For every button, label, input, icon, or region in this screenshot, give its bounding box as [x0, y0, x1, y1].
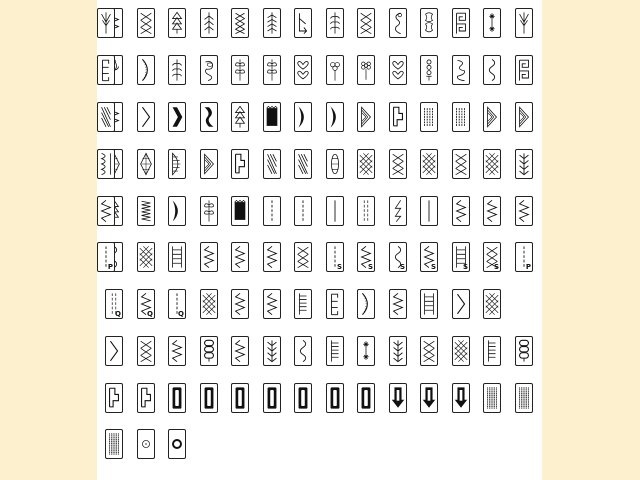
flower-pattern-icon: [358, 56, 374, 84]
bartack-pattern-icon: [484, 384, 500, 412]
double-zigzag-pattern-icon: [232, 9, 248, 37]
zigzag-pattern-icon: [453, 197, 469, 225]
fishbone-pattern-icon: [516, 150, 532, 178]
leaf-pattern-icon: [201, 197, 217, 225]
buttonhole-pattern-icon: [169, 384, 185, 412]
loop-pattern-icon: [516, 337, 532, 365]
stitch-tile-67[interactable]: [294, 196, 312, 226]
stitch-tile-32[interactable]: [137, 102, 155, 132]
stitch-tile-11[interactable]: [420, 8, 438, 38]
stitch-tile-49[interactable]: [200, 149, 218, 179]
stitch-tile-74[interactable]: [515, 196, 533, 226]
straight-stitch-pattern-icon: [295, 197, 311, 225]
stitch-tile-27[interactable]: [452, 55, 470, 85]
stitch-tile-14[interactable]: [515, 8, 533, 38]
stitch-tile-119[interactable]: [137, 383, 155, 413]
tree-pattern-icon: [232, 103, 248, 131]
zigzag-pattern-icon: [484, 197, 500, 225]
heart-pattern-icon: [295, 56, 311, 84]
stitch-tile-110[interactable]: [294, 336, 312, 366]
cross-stitch-pattern-icon: [295, 243, 311, 271]
stitch-tile-28[interactable]: [483, 55, 501, 85]
heart-pattern-icon: [390, 56, 406, 84]
zigzag-pattern-icon: [98, 197, 114, 225]
stitch-tile-125[interactable]: [326, 383, 344, 413]
herringbone-pattern-icon: [264, 9, 280, 37]
stitch-tile-62[interactable]: [137, 196, 155, 226]
stitch-tile-122[interactable]: [231, 383, 249, 413]
stitch-tile-111[interactable]: [326, 336, 344, 366]
stitch-variant-label: P: [107, 263, 113, 271]
stitch-tile-99[interactable]: [357, 289, 375, 319]
stitch-variant-label: S: [399, 263, 405, 271]
stitch-tile-82[interactable]: [294, 242, 312, 272]
crescent-pattern-icon: [169, 197, 185, 225]
stitch-tile-3[interactable]: [168, 8, 186, 38]
bracket-pattern-icon: [98, 56, 114, 84]
zigzag-pattern-icon: [232, 337, 248, 365]
straight-stitch-pattern-icon: [421, 197, 437, 225]
stitch-tile-90[interactable]: [97, 242, 115, 272]
stitch-tile-5[interactable]: [231, 8, 249, 38]
scallop-pattern-icon: [98, 150, 114, 178]
leaf-pattern-icon: [232, 56, 248, 84]
stitch-tile-18[interactable]: [168, 55, 186, 85]
stitch-variant-label: Q: [147, 310, 153, 318]
stitch-tile-6[interactable]: [263, 8, 281, 38]
diagonal-satin-pattern-icon: [295, 150, 311, 178]
cross-stitch-pattern-icon: [138, 9, 154, 37]
stitch-tile-71[interactable]: [420, 196, 438, 226]
straight-stitch-pattern-icon: [327, 197, 343, 225]
satin-block-pattern-icon: [232, 197, 248, 225]
stitch-tile-56[interactable]: [420, 149, 438, 179]
greek-key-pattern-icon: [453, 9, 469, 37]
cross-stitch-pattern-icon: [390, 150, 406, 178]
stitch-tile-40[interactable]: [389, 102, 407, 132]
eyelet-pattern-icon: [138, 430, 154, 458]
stitch-tile-37[interactable]: [294, 102, 312, 132]
zigzag-pattern-icon: [232, 243, 248, 271]
stitch-tile-93[interactable]: [168, 289, 186, 319]
stitch-tile-38[interactable]: [326, 102, 344, 132]
stitch-tile-94[interactable]: [200, 289, 218, 319]
wave-loop-pattern-icon: [484, 56, 500, 84]
keyhole-buttonhole-pattern-icon: [390, 384, 406, 412]
stitch-tile-68[interactable]: [326, 196, 344, 226]
stitch-tile-10[interactable]: [389, 8, 407, 38]
stitch-tile-126[interactable]: [357, 383, 375, 413]
tree-triangles-pattern-icon: [169, 9, 185, 37]
stitch-tile-112[interactable]: [357, 336, 375, 366]
stitch-tile-77[interactable]: [137, 242, 155, 272]
stitch-tile-57[interactable]: [452, 149, 470, 179]
crosshatch-pattern-icon: [484, 290, 500, 318]
stitch-tile-121[interactable]: [200, 383, 218, 413]
fishbone-pattern-icon: [390, 337, 406, 365]
zigzag-pattern-icon: [264, 290, 280, 318]
swirl-leaf-pattern-icon: [201, 56, 217, 84]
chevron-pattern-icon: [138, 103, 154, 131]
stitch-tile-101[interactable]: [420, 289, 438, 319]
leaf-pattern-icon: [264, 56, 280, 84]
fishbone-pattern-icon: [264, 337, 280, 365]
cross-stitch-pattern-icon: [421, 337, 437, 365]
star-pattern-icon: [358, 337, 374, 365]
arc-scallop-pattern-icon: [138, 56, 154, 84]
stitch-variant-label: S: [493, 263, 499, 271]
stitch-tile-83[interactable]: [326, 242, 344, 272]
branch-pattern-icon: [516, 9, 532, 37]
triangle-satin-pattern-icon: [484, 103, 500, 131]
fern-pattern-icon: [327, 9, 343, 37]
steps-pattern-icon: [232, 150, 248, 178]
chevron-pattern-icon: [453, 290, 469, 318]
stitch-tile-116[interactable]: [483, 336, 501, 366]
stitch-tile-109[interactable]: [263, 336, 281, 366]
stitch-tile-23[interactable]: [326, 55, 344, 85]
triangle-satin-pattern-icon: [516, 103, 532, 131]
solid-chevron-pattern-icon: [169, 103, 185, 131]
stitch-tile-91[interactable]: [105, 289, 123, 319]
crosshatch-pattern-icon: [484, 150, 500, 178]
stitch-tile-123[interactable]: [263, 383, 281, 413]
stitch-tile-58[interactable]: [483, 149, 501, 179]
zigzag-pattern-icon: [169, 337, 185, 365]
stitch-tile-75[interactable]: [97, 196, 115, 226]
stitch-tile-108[interactable]: [231, 336, 249, 366]
eyelet-pattern-icon: [169, 430, 185, 458]
stitch-tile-130[interactable]: [483, 383, 501, 413]
stitch-tile-2[interactable]: [137, 8, 155, 38]
stitch-tile-129[interactable]: [452, 383, 470, 413]
comb-pattern-icon: [327, 337, 343, 365]
stitch-tile-115[interactable]: [452, 336, 470, 366]
dots-pattern-icon: [421, 56, 437, 84]
cross-stitch-pattern-icon: [453, 150, 469, 178]
stitch-tile-34[interactable]: [200, 102, 218, 132]
triangle-satin-pattern-icon: [201, 150, 217, 178]
stitch-tile-89[interactable]: [515, 242, 533, 272]
half-moon-pattern-icon: [169, 150, 185, 178]
zigzag-pattern-icon: [516, 197, 532, 225]
stitch-tile-59[interactable]: [515, 149, 533, 179]
stitch-tile-9[interactable]: [357, 8, 375, 38]
zigzag-fill-pattern-icon: [138, 197, 154, 225]
stitch-tile-128[interactable]: [420, 383, 438, 413]
stitch-variant-label: S: [430, 263, 436, 271]
diamond-pattern-icon: [138, 150, 154, 178]
stitch-tile-127[interactable]: [389, 383, 407, 413]
comb-pattern-icon: [484, 337, 500, 365]
stitch-tile-52[interactable]: [294, 149, 312, 179]
crescent-pattern-icon: [295, 103, 311, 131]
stitch-tile-4[interactable]: [200, 8, 218, 38]
ladder-pattern-icon: [421, 290, 437, 318]
scroll-pattern-icon: [390, 9, 406, 37]
zigzag-pattern-icon: [232, 290, 248, 318]
cross-stitch-pattern-icon: [138, 337, 154, 365]
stitch-variant-label: S: [336, 263, 342, 271]
zigzag-pattern-icon: [201, 243, 217, 271]
buttonhole-pattern-icon: [358, 384, 374, 412]
stitch-tile-85[interactable]: [389, 242, 407, 272]
stitch-tile-20[interactable]: [231, 55, 249, 85]
stitch-tile-107[interactable]: [200, 336, 218, 366]
stitch-tile-118[interactable]: [105, 383, 123, 413]
stitch-tile-13[interactable]: [483, 8, 501, 38]
stitch-tile-21[interactable]: [263, 55, 281, 85]
stitch-variant-label: Q: [115, 310, 121, 318]
wave-pattern-icon: [295, 337, 311, 365]
stitch-tile-73[interactable]: [483, 196, 501, 226]
stitch-tile-124[interactable]: [294, 383, 312, 413]
crosshatch-pattern-icon: [358, 150, 374, 178]
lightning-pattern-icon: [390, 197, 406, 225]
stitch-tile-64[interactable]: [200, 196, 218, 226]
crosshatch-pattern-icon: [453, 337, 469, 365]
zigzag-pattern-icon: [390, 290, 406, 318]
chevron-pattern-icon: [106, 337, 122, 365]
branch-pattern-icon: [98, 9, 114, 37]
stitch-tile-92[interactable]: [137, 289, 155, 319]
stitch-tile-65[interactable]: [231, 196, 249, 226]
stitch-variant-label: Q: [178, 310, 184, 318]
stitch-tile-97[interactable]: [294, 289, 312, 319]
diagonal-satin-pattern-icon: [264, 150, 280, 178]
stitch-tile-54[interactable]: [357, 149, 375, 179]
stitch-tile-105[interactable]: [137, 336, 155, 366]
stitch-tile-8[interactable]: [326, 8, 344, 38]
stitch-tile-134[interactable]: [168, 429, 186, 459]
stitch-tile-98[interactable]: [326, 289, 344, 319]
zigzag-pattern-icon: [264, 243, 280, 271]
stitch-tile-63[interactable]: [168, 196, 186, 226]
bracket-pattern-icon: [327, 290, 343, 318]
stitch-tile-22[interactable]: [294, 55, 312, 85]
stitch-tile-17[interactable]: [137, 55, 155, 85]
crosshatch-pattern-icon: [201, 290, 217, 318]
bar-pattern-icon: [421, 103, 437, 131]
stitch-tile-88[interactable]: [483, 242, 501, 272]
ladder-pattern-icon: [169, 243, 185, 271]
stitch-tile-39[interactable]: [357, 102, 375, 132]
arrow-pattern-icon: [295, 9, 311, 37]
stitch-tile-7[interactable]: [294, 8, 312, 38]
stitch-tile-33[interactable]: [168, 102, 186, 132]
stitch-tile-50[interactable]: [231, 149, 249, 179]
stitch-tile-51[interactable]: [263, 149, 281, 179]
satin-steps-pattern-icon: [390, 103, 406, 131]
stitch-tile-19[interactable]: [200, 55, 218, 85]
floral-pattern-icon: [421, 9, 437, 37]
triple-stitch-pattern-icon: [358, 197, 374, 225]
solid-wave-pattern-icon: [201, 103, 217, 131]
stitch-tile-80[interactable]: [231, 242, 249, 272]
stitch-tile-44[interactable]: [515, 102, 533, 132]
stitch-tile-30[interactable]: [97, 55, 115, 85]
crosshatch-pattern-icon: [421, 150, 437, 178]
stitch-variant-label: S: [367, 263, 373, 271]
stitch-tile-42[interactable]: [452, 102, 470, 132]
stitch-tile-86[interactable]: [420, 242, 438, 272]
diagonal-satin-pattern-icon: [98, 103, 114, 131]
curved-cross-pattern-icon: [358, 9, 374, 37]
stitch-tile-113[interactable]: [389, 336, 407, 366]
bartack-pattern-icon: [106, 430, 122, 458]
buttonhole-pattern-icon: [264, 384, 280, 412]
crosshatch-pattern-icon: [138, 243, 154, 271]
bar-pattern-icon: [453, 103, 469, 131]
crescent-pattern-icon: [327, 103, 343, 131]
bartack-pattern-icon: [516, 384, 532, 412]
stitch-tile-87[interactable]: [452, 242, 470, 272]
star-pattern-icon: [484, 9, 500, 37]
stitch-tile-69[interactable]: [357, 196, 375, 226]
stitch-tile-70[interactable]: [389, 196, 407, 226]
buttonhole-pattern-icon: [295, 384, 311, 412]
stitch-tile-53[interactable]: [326, 149, 344, 179]
steps-pattern-icon: [106, 384, 122, 412]
arc-scallop-pattern-icon: [358, 290, 374, 318]
buttonhole-pattern-icon: [201, 384, 217, 412]
stitch-tile-25[interactable]: [389, 55, 407, 85]
loop-pattern-icon: [201, 337, 217, 365]
straight-stitch-pattern-icon: [264, 197, 280, 225]
stitch-tile-114[interactable]: [420, 336, 438, 366]
buttonhole-pattern-icon: [327, 384, 343, 412]
buttonhole-pattern-icon: [232, 384, 248, 412]
triangle-satin-pattern-icon: [358, 103, 374, 131]
stitch-tile-100[interactable]: [389, 289, 407, 319]
stitch-tile-48[interactable]: [168, 149, 186, 179]
keyhole-buttonhole-pattern-icon: [421, 384, 437, 412]
stitch-tile-104[interactable]: [105, 336, 123, 366]
keyhole-buttonhole-pattern-icon: [453, 384, 469, 412]
stitch-tile-120[interactable]: [168, 383, 186, 413]
stitch-tile-133[interactable]: [137, 429, 155, 459]
stitch-tile-15[interactable]: [97, 8, 115, 38]
stitch-tile-95[interactable]: [231, 289, 249, 319]
stitch-tile-41[interactable]: [420, 102, 438, 132]
stitch-tile-29[interactable]: [515, 55, 533, 85]
stitch-tile-106[interactable]: [168, 336, 186, 366]
stitch-tile-84[interactable]: [357, 242, 375, 272]
stitch-tile-96[interactable]: [263, 289, 281, 319]
stitch-tile-117[interactable]: [515, 336, 533, 366]
greek-key-pattern-icon: [516, 56, 532, 84]
stitch-tile-24[interactable]: [357, 55, 375, 85]
feather-pattern-icon: [201, 9, 217, 37]
loop-pattern-icon: [453, 56, 469, 84]
stitch-variant-label: P: [525, 263, 531, 271]
oval-pattern-icon: [327, 150, 343, 178]
stitch-tile-55[interactable]: [389, 149, 407, 179]
stitch-tile-103[interactable]: [483, 289, 501, 319]
stitch-tile-60[interactable]: [97, 149, 115, 179]
stitch-tile-26[interactable]: [420, 55, 438, 85]
clover-pattern-icon: [327, 56, 343, 84]
comb-pattern-icon: [295, 290, 311, 318]
stitch-tile-81[interactable]: [263, 242, 281, 272]
steps-pattern-icon: [138, 384, 154, 412]
fern-pattern-icon: [169, 56, 185, 84]
stitch-tile-131[interactable]: [515, 383, 533, 413]
stitch-tile-72[interactable]: [452, 196, 470, 226]
stitch-tile-66[interactable]: [263, 196, 281, 226]
stitch-tile-12[interactable]: [452, 8, 470, 38]
satin-block-pattern-icon: [264, 103, 280, 131]
stitch-tile-45[interactable]: [97, 102, 115, 132]
stitch-tile-79[interactable]: [200, 242, 218, 272]
stitch-tile-35[interactable]: [231, 102, 249, 132]
stitch-tile-102[interactable]: [452, 289, 470, 319]
stitch-tile-43[interactable]: [483, 102, 501, 132]
stitch-chart-sheet: [97, 0, 542, 480]
stitch-tile-78[interactable]: [168, 242, 186, 272]
stitch-tile-132[interactable]: [105, 429, 123, 459]
stitch-tile-47[interactable]: [137, 149, 155, 179]
stitch-variant-label: S: [462, 263, 468, 271]
stitch-tile-36[interactable]: [263, 102, 281, 132]
